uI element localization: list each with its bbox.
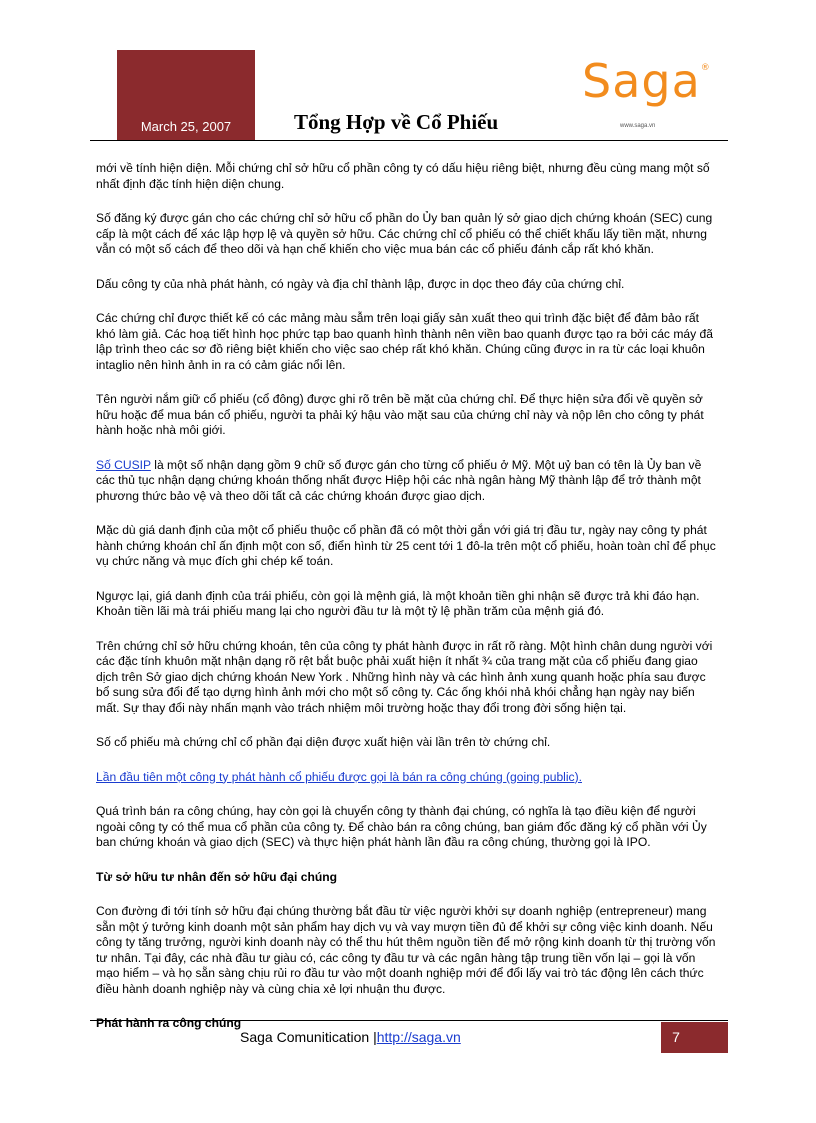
logo-text: Saga bbox=[582, 54, 701, 108]
going-public-link[interactable]: Lần đầu tiên một công ty phát hành cổ phiếu được gọi là bán ra công chúng (going public). bbox=[96, 769, 582, 784]
footer-credit bbox=[240, 1029, 461, 1045]
paragraph: Các chứng chỉ được thiết kế có các mảng màu sẫm trên loại giấy sản xuất theo qui trình đặc biệt để đảm bảo rất khó làm giả. Các hoạ tiết hình học phức tạp bao quanh hình thành nên viền bao quanh được tạo ra bởi các máy đã lập trình theo các sơ đồ riêng biệt khiến cho việc sao chép rất khó khăn. Chúng cũng được in ra từ các loại khuôn intaglio nên hình ảnh in ra có cảm giác nổi lên. bbox=[96, 311, 713, 372]
header-divider bbox=[90, 140, 728, 141]
header-date: March 25, 2007 bbox=[140, 119, 232, 134]
saga-logo bbox=[582, 54, 711, 108]
paragraph: Quá trình bán ra công chúng, hay còn gọi là chuyển công ty thành đại chúng, có nghĩa là tạo điều kiện để người ngoài công ty có thể mua cổ phần của công ty. Để chào bán ra công chúng, ban giám đốc đăng ký cổ phần với Ủy ban chứng khoán và giao dịch (SEC) và thực hiện phát hành lần đầu ra công chúng, thường gọi là IPO. bbox=[96, 804, 707, 849]
footer-url-link[interactable]: http://saga.vn bbox=[376, 1029, 461, 1045]
paragraph-going-public bbox=[96, 770, 721, 786]
section-heading: Từ sở hữu tư nhân đến sở hữu đại chúng bbox=[96, 869, 338, 884]
footer-company: Saga Comunitication | bbox=[240, 1029, 377, 1045]
cusip-link[interactable]: Số CUSIP bbox=[96, 457, 151, 472]
document-body bbox=[96, 161, 721, 1051]
paragraph: Mặc dù giá danh định của một cổ phiếu thuộc cổ phần đã có một thời gắn với giá trị đầu tư, ngày nay công ty phát hành chứng khoán chỉ ấn định một con số, điển hình từ 25 cent tới 1 đô-la trên một cổ phiếu, hoàn toàn chỉ để phục vụ chức năng và mục đích ghi chép kế toán. bbox=[96, 523, 716, 568]
paragraph-cusip bbox=[96, 458, 721, 505]
page-number: 7 bbox=[672, 1029, 680, 1045]
paragraph: Ngược lại, giá danh định của trái phiếu, còn gọi là mệnh giá, là một khoản tiền ghi nhận sẽ được trả khi đáo hạn. Khoản tiền lãi mà trái phiếu mang lại cho người đầu tư là một tỷ lệ phần trăm của mệnh giá đó. bbox=[96, 588, 700, 618]
paragraph-text: là một số nhận dạng gồm 9 chữ số được gán cho từng cổ phiếu ở Mỹ. Một uỷ ban có tên là Ủy ban về các thủ tục nhận dạng chứng khoán thống nhất được Hiệp hội các nhà ngân hàng Mỹ thành lập để trở thành một phương thức bảo vệ và theo dõi tất cả các chứng khoán được giao dịch. bbox=[96, 457, 702, 503]
paragraph: Số đăng ký được gán cho các chứng chỉ sở hữu cổ phần do Ủy ban quản lý sở giao dịch chứng khoán (SEC) cung cấp là một cách để xác lập hợp lệ và quyền sở hữu. Các chứng chỉ cổ phiếu có thể chiết khấu lấy tiền mặt, nhưng vẫn có một số cách để theo dõi và hạn chế khiến cho việc mua bán các cổ phiếu đánh cắp rất khó khăn. bbox=[96, 211, 713, 256]
paragraph: Trên chứng chỉ sở hữu chứng khoán, tên của công ty phát hành được in rất rõ ràng. Một hình chân dung người với các đặc tính khuôn mặt nhận dạng rõ rệt bắt buộc phải xuất hiện ít nhất ¾ của trang mặt của cổ phiếu đang giao dịch trên Sở giao dịch chứng khoán New York . Những hình này và các hình ảnh xung quanh hoặc phía sau được bổ sung sửa đổi để tạo dựng hình ảnh mới cho một số công ty. Các ống khói nhả khói chẳng hạn ngày nay biến mất. Sự thay đổi này nhấn mạnh vào trách nhiệm môi trường hoặc thay đổi trong đời sống hiện tại. bbox=[96, 638, 713, 715]
paragraph: mới về tính hiện diện. Mỗi chứng chỉ sở hữu cổ phần công ty có dấu hiệu riêng biệt, nhưng đều cùng mang một số nhất định đặc tính hiện diện chung. bbox=[96, 161, 710, 191]
paragraph: Con đường đi tới tính sở hữu đại chúng thường bắt đầu từ việc người khởi sự doanh nghiệp (entrepreneur) mang sẵn một ý tưởng kinh doanh một sản phẩm hay dịch vụ và vay mượn tiền đủ để khởi sự công việc kinh doanh. Nếu công ty tăng trưởng, người kinh doanh này có thể thu hút thêm nguồn tiền để mở rộng kinh doanh từ thị trường vốn tư nhân. Tại đây, các nhà đầu tư giàu có, các công ty đầu tư và các ngân hàng tập trung tiền vốn lại – gọi là vốn mạo hiểm – và họ sẵn sàng chịu rủi ro đầu tư vào một doanh nghiệp mới để đổi lấy vai trò tác động lên cách thức điều hành doanh nghiệp này và cùng chia xẻ lợi nhuận thu được. bbox=[96, 904, 716, 996]
footer-divider bbox=[90, 1020, 728, 1021]
logo-url: www.saga.vn bbox=[620, 123, 656, 129]
document-title: Tổng Hợp về Cổ Phiếu bbox=[294, 110, 499, 134]
paragraph: Số cổ phiếu mà chứng chỉ cổ phần đại diện được xuất hiện vài lần trên tờ chứng chỉ. bbox=[96, 735, 551, 749]
section-heading: Phát hành ra công chúng bbox=[96, 1016, 242, 1030]
paragraph: Dấu công ty của nhà phát hành, có ngày và địa chỉ thành lập, được in dọc theo đáy của chứng chỉ. bbox=[96, 276, 625, 291]
logo-registered-mark: ® bbox=[700, 63, 711, 73]
paragraph: Tên người nắm giữ cổ phiếu (cổ đông) được ghi rõ trên bề mặt của chứng chỉ. Để thực hiện sửa đổi về quyền sở hữu hoặc để mua bán cổ phiếu, người ta phải ký hậu vào mặt sau của chứng chỉ này và nộp lên cho công ty phát hành hoặc nhà môi giới. bbox=[96, 392, 704, 437]
